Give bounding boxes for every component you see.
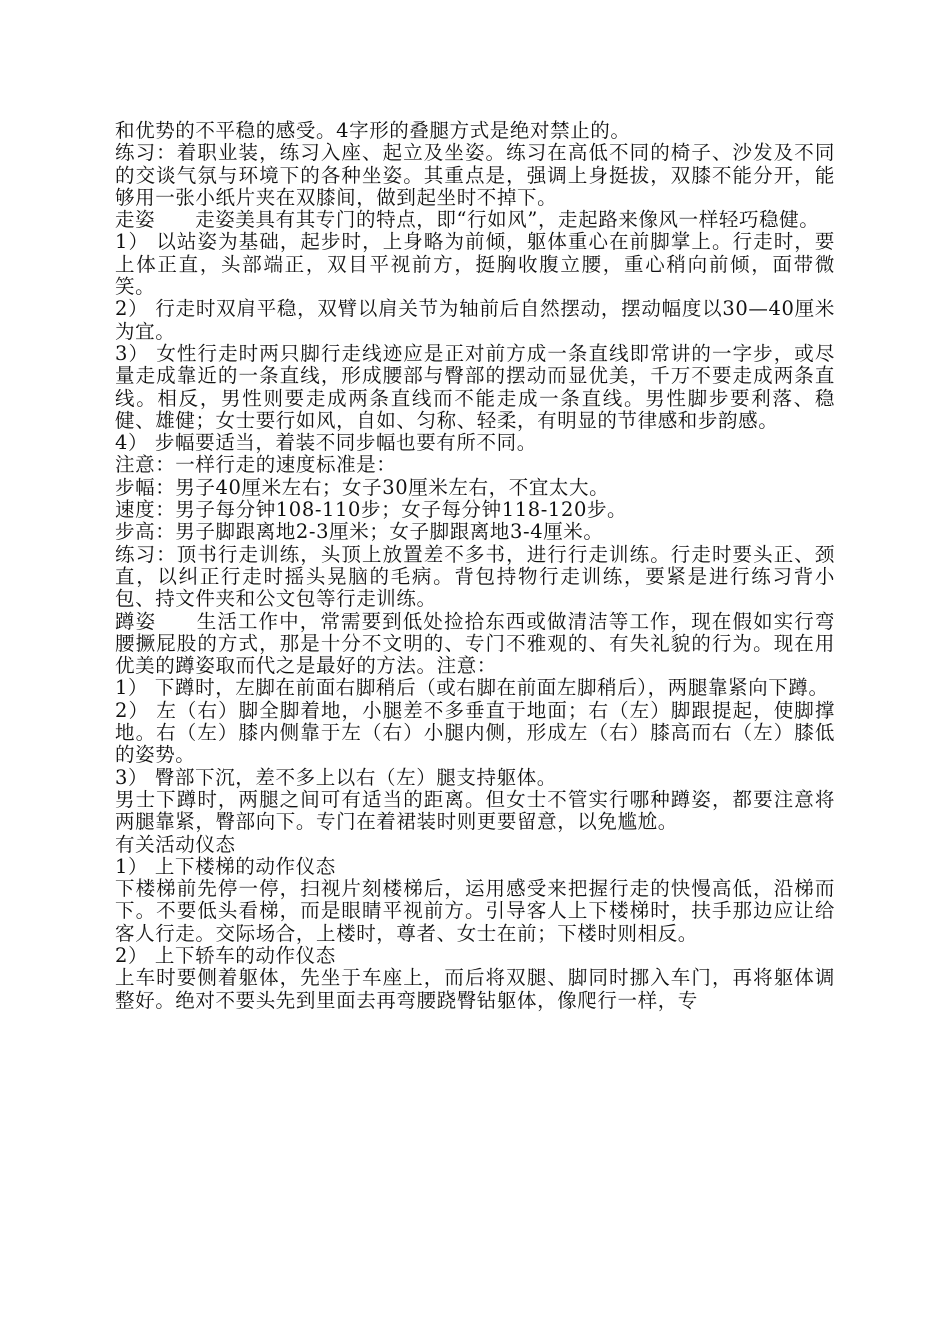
paragraph-sitting-practice: 练习：着职业装，练习入座、起立及坐姿。练习在高低不同的椅子、沙发及不同的交谈气氛与环境下的各种坐姿。其重点是，强调上身挺拔，双膝不能分开，能够用一张小纸片夹在双膝间，做到起坐时不掉下。 <box>115 141 835 209</box>
heading-walking: 走姿 <box>115 208 156 232</box>
activity-stairs-text: 下楼梯前先停一停，扫视片刻楼梯后，运用感受来把握行走的快慢高低，沿梯而下。不要低头看梯，而是眼睛平视前方。引导客人上下楼梯时，扶手那边应让给客人行走。交际场合，上楼时，尊者、女士在前；下楼时则相反。 <box>115 877 835 945</box>
activity-stairs-heading: 1） 上下楼梯的动作仪态 <box>115 854 336 878</box>
squatting-point-2: 2） 左（右）脚全脚着地，小腿差不多垂直于地面；右（左）脚跟提起，使脚撑地。右（左）膝内侧靠于左（右）小腿内侧，形成左（右）膝高而右（左）膝低的姿势。 <box>115 698 835 767</box>
walking-stride: 步幅：男子40厘米左右；女子30厘米左右，不宜太大。 <box>115 475 610 499</box>
walking-point-1: 1） 以站姿为基础，起步时，上身略为前倾，躯体重心在前脚掌上。行走时，要上体正直，头部端正，双目平视前方，挺胸收腹立腰，重心稍向前倾，面带微笑。 <box>115 230 835 299</box>
squatting-point-1: 1） 下蹲时，左脚在前面右脚稍后（或右脚在前面左脚稍后），两腿靠紧向下蹲。 <box>115 676 829 700</box>
paragraph-squatting-intro <box>115 611 835 678</box>
walking-point-2: 2） 行走时双肩平稳，双臂以肩关节为轴前后自然摆动，摆动幅度以30—40厘米为宜。 <box>115 297 835 343</box>
walking-point-4: 4） 步幅要适当，着装不同步幅也要有所不同。 <box>115 431 537 455</box>
document-page <box>115 120 835 1012</box>
paragraph-sitting-end: 和优势的不平稳的感受。4字形的叠腿方式是绝对禁止的。 <box>115 119 631 142</box>
squatting-point-3: 3） 臀部下沉，差不多上以右（左）腿支持躯体。 <box>115 765 557 789</box>
heading-activity-posture: 有关活动仪态 <box>115 832 236 856</box>
walking-point-3: 3） 女性行走时两只脚行走线迹应是正对前方成一条直线即常讲的一字步，或尽量走成靠近的一条直线，形成腰部与臀部的摆动而显优美，千万不要走成两条直线。相反，男性则要走成两条直线而不能走成一条直线。男性脚步要利落、稳健、雄健；女士要行如风，自如、匀称、轻柔，有明显的节律感和步韵感。 <box>115 341 835 432</box>
walking-note: 注意：一样行走的速度标准是： <box>115 453 397 477</box>
walking-practice: 练习：顶书行走训练，头顶上放置差不多书，进行行走训练。行走时要头正、颈直，以纠正行走时摇头晃脑的毛病。背包持物行走训练，要紧是进行练习背小包、持文件夹和公文包等行走训练。 <box>115 542 835 611</box>
heading-squatting: 蹲姿 <box>115 609 157 633</box>
activity-car-text: 上车时要侧着躯体，先坐于车座上，而后将双腿、脚同时挪入车门，再将躯体调整好。绝对不要头先到里面去再弯腰跷臀钻躯体，像爬行一样，专 <box>115 966 835 1012</box>
squatting-note: 男士下蹲时，两腿之间可有适当的距离。但女士不管实行哪种蹲姿，都要注意将两腿靠紧，臀部向下。专门在着裙装时则更要留意，以免尴尬。 <box>115 787 835 834</box>
walking-step-height: 步高：男子脚跟离地2-3厘米；女子脚跟离地3-4厘米。 <box>115 520 604 544</box>
activity-car-heading: 2） 上下轿车的动作仪态 <box>115 943 336 967</box>
walking-speed: 速度：男子每分钟108-110步；女子每分钟118-120步。 <box>115 498 628 522</box>
walking-intro-text: 走姿美具有其专门的特点，即“行如风”，走起路来像风一样轻巧稳健。 <box>195 208 820 232</box>
squatting-intro-text: 生活工作中，常需要到低处捡拾东西或做清洁等工作，现在假如实行弯腰撅屁股的方式，那是十分不文明的、专门不雅观的、有失礼貌的行为。现在用优美的蹲姿取而代之是最好的方法。注意： <box>115 609 835 678</box>
paragraph-walking-intro <box>115 209 835 231</box>
